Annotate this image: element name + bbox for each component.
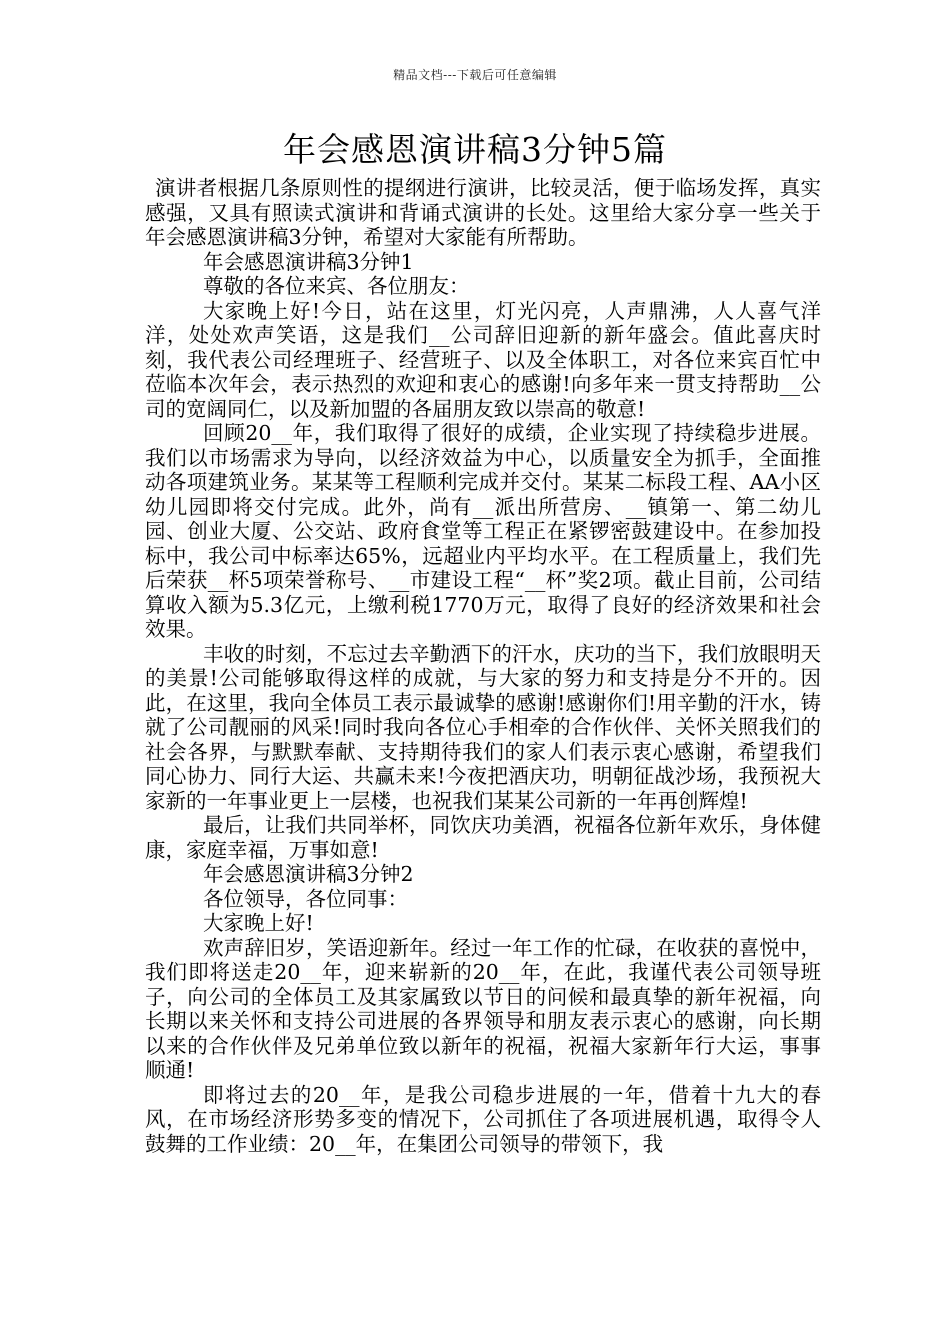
- salutation-1: 尊敬的各位来宾、各位朋友：: [203, 274, 470, 298]
- section-heading-2: 年会感恩演讲稿3分钟2: [203, 862, 414, 886]
- greeting: 大家晚上好!: [203, 911, 314, 935]
- document-body: [145, 176, 821, 1156]
- body-paragraph: 丰收的时刻，不忘过去辛勤洒下的汗水，庆功的当下，我们放眼明天的美景!公司能够取得这样的成就，与大家的努力和支持是分不开的。因此，在这里，我向全体员工表示最诚挚的感谢!感谢你们!用辛勤的汗水，铸就了公司靓丽的风采!同时我向各位心手相牵的合作伙伴、关怀关照我们的社会各界，与默默奉献、支持期待我们的家人们表示衷心感谢，希望我们同心协力、同行大运、共赢未来!今夜把酒庆功，明朝征战沙场，我预祝大家新的一年事业更上一层楼，也祝我们某某公司新的一年再创辉煌!: [145, 641, 821, 813]
- intro-paragraph: 演讲者根据几条原则性的提纲进行演讲，比较灵活，便于临场发挥，真实感强，又具有照读式演讲和背诵式演讲的长处。这里给大家分享一些关于年会感恩演讲稿3分钟，希望对大家能有所帮助。: [145, 176, 821, 249]
- page-title: 年会感恩演讲稿3分钟5篇: [283, 130, 667, 169]
- body-paragraph: 大家晚上好!今日，站在这里，灯光闪亮，人声鼎沸，人人喜气洋洋，处处欢声笑语，这是我们__公司辞旧迎新的新年盛会。值此喜庆时刻，我代表公司经理班子、经营班子、以及全体职工，对各位来宾百忙中莅临本次年会，表示热烈的欢迎和衷心的感谢!向多年来一贯支持帮助__公司的宽阔同仁，以及新加盟的各届朋友致以崇高的敬意!: [145, 298, 821, 421]
- body-paragraph: 即将过去的20__年，是我公司稳步进展的一年，借着十九大的春风，在市场经济形势多变的情况下，公司抓住了各项进展机遇，取得令人鼓舞的工作业绩：20__年，在集团公司领导的带领下，我: [145, 1082, 821, 1156]
- salutation-2: 各位领导，各位同事：: [203, 886, 408, 911]
- body-paragraph: 回顾20__年，我们取得了很好的成绩，企业实现了持续稳步进展。我们以市场需求为导向，以经济效益为中心，以质量安全为抓手，全面推动各项建筑业务。某某等工程顺利完成并交付。某某二标段工程、AA小区幼儿园即将交付完成。此外，尚有__派出所营房、__镇第一、第二幼儿园、创业大厦、公交站、政府食堂等工程正在紧锣密鼓建设中。在参加投标中，我公司中标率达65%，远超业内平均水平。在工程质量上，我们先后荣获__杯5项荣誉称号、__市建设工程“__杯”奖2项。截止目前，公司结算收入额为5.3亿元，上缴利税1770万元，取得了良好的经济效果和社会效果。: [145, 421, 821, 641]
- header-note: 精品文档---下载后可任意编辑: [393, 68, 557, 82]
- body-paragraph: 最后，让我们共同举杯，同饮庆功美酒，祝福各位新年欢乐，身体健康，家庭幸福，万事如意!: [145, 813, 821, 862]
- section-heading-1: 年会感恩演讲稿3分钟1: [203, 249, 414, 274]
- body-paragraph: 欢声辞旧岁，笑语迎新年。经过一年工作的忙碌，在收获的喜悦中，我们即将送走20__年，迎来崭新的20__年，在此，我谨代表公司领导班子，向公司的全体员工及其家属致以节日的问候和最真挚的新年祝福，向长期以来关怀和支持公司进展的各界领导和朋友表示衷心的感谢，向长期以来的合作伙伴及兄弟单位致以新年的祝福，祝福大家新年行大运，事事顺通!: [145, 935, 821, 1082]
